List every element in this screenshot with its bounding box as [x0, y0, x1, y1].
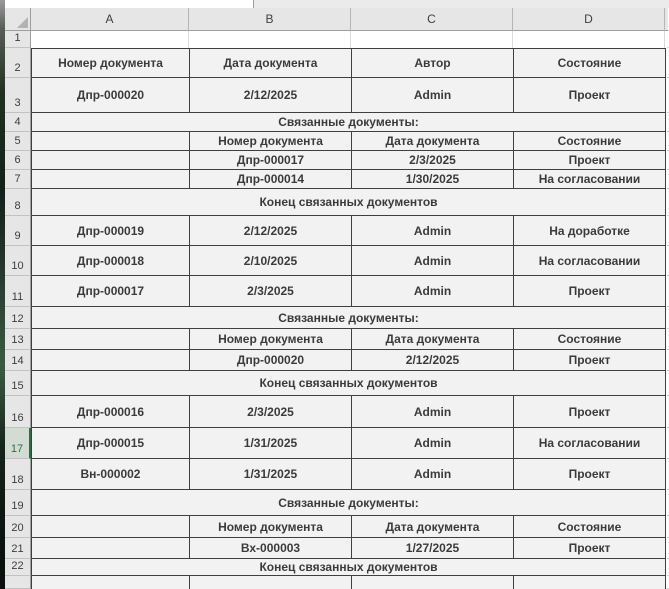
sheet-row-3	[31, 78, 666, 113]
sheet-row-21	[31, 538, 666, 559]
cell-C11[interactable]: Admin	[352, 276, 514, 307]
cell-C3[interactable]: Admin	[352, 78, 514, 113]
row-header-16[interactable]: 16	[5, 396, 31, 428]
cell-B2[interactable]: Дата документа	[190, 49, 352, 78]
column-header-C[interactable]: C	[351, 8, 513, 31]
row-header-13[interactable]: 13	[5, 329, 31, 350]
cell-C7[interactable]: 1/30/2025	[352, 170, 514, 189]
cell-C16[interactable]: Admin	[352, 396, 514, 428]
sheet-row-12	[31, 307, 666, 329]
cell-B11[interactable]: 2/3/2025	[190, 276, 352, 307]
cell-A1[interactable]	[31, 31, 189, 48]
cell-D10[interactable]: На согласовании	[514, 246, 666, 276]
cell-C20[interactable]: Дата документа	[352, 516, 514, 538]
sheet-row-17	[31, 428, 666, 459]
cell-C9[interactable]: Admin	[352, 216, 514, 246]
column-header-A[interactable]: A	[31, 8, 189, 31]
cell-A7[interactable]	[32, 170, 190, 189]
sheet-row-7	[31, 170, 666, 189]
sheet-row-6	[31, 151, 666, 170]
cell-C10[interactable]: Admin	[352, 246, 514, 276]
cell-A17[interactable]: Дпр-000015	[32, 428, 190, 459]
row-header-8[interactable]: 8	[5, 189, 31, 216]
cell-D3[interactable]: Проект	[514, 78, 666, 113]
sheet-row-22	[31, 559, 666, 576]
row-header-4[interactable]: 4	[5, 113, 31, 132]
cell-D9[interactable]: На доработке	[514, 216, 666, 246]
worksheet	[5, 0, 669, 589]
cell-A13[interactable]	[32, 329, 190, 350]
cell-A11[interactable]: Дпр-000017	[32, 276, 190, 307]
cell-D21[interactable]: Проект	[514, 538, 666, 559]
cell-A20[interactable]	[32, 516, 190, 538]
row-header-22[interactable]: 22	[5, 559, 31, 576]
row-header-3[interactable]: 3	[5, 78, 31, 113]
cell-B21[interactable]: Вх-000003	[190, 538, 352, 559]
cell-A23[interactable]	[32, 576, 190, 589]
cell-B17[interactable]: 1/31/2025	[190, 428, 352, 459]
cell-D18[interactable]: Проект	[514, 459, 666, 490]
select-all-button[interactable]	[5, 8, 31, 31]
cell-A6[interactable]	[32, 151, 190, 170]
cell-A2[interactable]: Номер документа	[32, 49, 190, 78]
cell-A10[interactable]: Дпр-000018	[32, 246, 190, 276]
row-header-14[interactable]: 14	[5, 350, 31, 371]
sheet-row-5	[31, 132, 666, 151]
merged-section-cell-row-19[interactable]: Связанные документы:	[32, 490, 666, 516]
cell-A16[interactable]: Дпр-000016	[32, 396, 190, 428]
cell-B16[interactable]: 2/3/2025	[190, 396, 352, 428]
cell-A14[interactable]	[32, 350, 190, 371]
cell-B13[interactable]: Номер документа	[190, 329, 352, 350]
cell-D17[interactable]: На согласовании	[514, 428, 666, 459]
row-header-2[interactable]: 2	[5, 48, 31, 78]
row-header-19[interactable]: 19	[5, 490, 31, 516]
cell-B10[interactable]: 2/10/2025	[190, 246, 352, 276]
row-header-20[interactable]: 20	[5, 516, 31, 538]
cell-C18[interactable]: Admin	[352, 459, 514, 490]
column-header-B[interactable]: B	[189, 8, 351, 31]
merged-section-cell-row-15[interactable]: Конец связанных документов	[32, 371, 666, 396]
row-header-7[interactable]: 7	[5, 170, 31, 189]
row-header-12[interactable]: 12	[5, 307, 31, 329]
merged-section-cell-row-4[interactable]: Связанные документы:	[32, 113, 666, 132]
cell-C6[interactable]: 2/3/2025	[352, 151, 514, 170]
row-header-21[interactable]: 21	[5, 538, 31, 559]
sheet-row-9	[31, 216, 666, 246]
formula-bar-edge	[5, 0, 254, 8]
merged-section-cell-row-12[interactable]: Связанные документы:	[32, 307, 666, 329]
cell-D1[interactable]	[513, 31, 665, 48]
sheet-row-14	[31, 350, 666, 371]
cell-D14[interactable]: Проект	[514, 350, 666, 371]
select-all-triangle-icon	[17, 17, 28, 28]
row-header-15[interactable]: 15	[5, 371, 31, 396]
cell-A5[interactable]	[32, 132, 190, 151]
cell-B1[interactable]	[189, 31, 351, 48]
cell-D11[interactable]: Проект	[514, 276, 666, 307]
cell-D2[interactable]: Состояние	[514, 49, 666, 78]
column-header-D[interactable]: D	[513, 8, 665, 31]
sheet-row-partial	[31, 576, 666, 589]
sheet-row-20	[31, 516, 666, 538]
sheet-row-19	[31, 490, 666, 516]
cell-D13[interactable]: Состояние	[514, 329, 666, 350]
cell-A18[interactable]: Вн-000002	[32, 459, 190, 490]
cell-B3[interactable]: 2/12/2025	[190, 78, 352, 113]
cell-C21[interactable]: 1/27/2025	[352, 538, 514, 559]
row-header-6[interactable]: 6	[5, 151, 31, 170]
sheet-row-16	[31, 396, 666, 428]
sheet-row-10	[31, 246, 666, 276]
cell-D23[interactable]	[514, 576, 666, 589]
cell-C23[interactable]	[352, 576, 514, 589]
sheet-row-1	[31, 31, 666, 48]
cell-B5[interactable]: Номер документа	[190, 132, 352, 151]
cell-B9[interactable]: 2/12/2025	[190, 216, 352, 246]
column-header-band	[5, 8, 669, 31]
cell-D20[interactable]: Состояние	[514, 516, 666, 538]
cell-C2[interactable]: Автор	[352, 49, 514, 78]
row-header-1[interactable]: 1	[5, 31, 31, 48]
row-header-5[interactable]: 5	[5, 132, 31, 151]
column-header-E-sliver	[665, 8, 668, 31]
row-header-11[interactable]: 11	[5, 276, 31, 307]
cell-A3[interactable]: Дпр-000020	[32, 78, 190, 113]
sheet-row-8	[31, 189, 666, 216]
cell-B18[interactable]: 1/31/2025	[190, 459, 352, 490]
sheet-row-4	[31, 113, 666, 132]
top-chrome-strip	[5, 0, 669, 8]
cell-B7[interactable]: Дпр-000014	[190, 170, 352, 189]
cell-D5[interactable]: Состояние	[514, 132, 666, 151]
cell-C14[interactable]: 2/12/2025	[352, 350, 514, 371]
sheet-row-2	[31, 48, 666, 78]
cell-C1[interactable]	[351, 31, 513, 48]
cell-D16[interactable]: Проект	[514, 396, 666, 428]
row-header-10[interactable]: 10	[5, 246, 31, 276]
cell-C5[interactable]: Дата документа	[352, 132, 514, 151]
row-header-partial[interactable]	[5, 576, 31, 589]
cell-B6[interactable]: Дпр-000017	[190, 151, 352, 170]
cell-C17[interactable]: Admin	[352, 428, 514, 459]
merged-section-cell-row-8[interactable]: Конец связанных документов	[32, 189, 666, 216]
cell-D7[interactable]: На согласовании	[514, 170, 666, 189]
row-header-17[interactable]: 17	[5, 428, 31, 459]
sheet-row-18	[31, 459, 666, 490]
cell-A21[interactable]	[32, 538, 190, 559]
sheet-grid	[10, 31, 669, 589]
sheet-row-15	[31, 371, 666, 396]
cell-A9[interactable]: Дпр-000019	[32, 216, 190, 246]
cell-B20[interactable]: Номер документа	[190, 516, 352, 538]
row-header-18[interactable]: 18	[5, 459, 31, 490]
sheet-row-13	[31, 329, 666, 350]
sheet-row-11	[31, 276, 666, 307]
cell-B14[interactable]: Дпр-000020	[190, 350, 352, 371]
merged-section-cell-row-22[interactable]: Конец связанных документов	[32, 559, 666, 576]
row-header-9[interactable]: 9	[5, 216, 31, 246]
cell-B23[interactable]	[190, 576, 352, 589]
cell-D6[interactable]: Проект	[514, 151, 666, 170]
cell-C13[interactable]: Дата документа	[352, 329, 514, 350]
